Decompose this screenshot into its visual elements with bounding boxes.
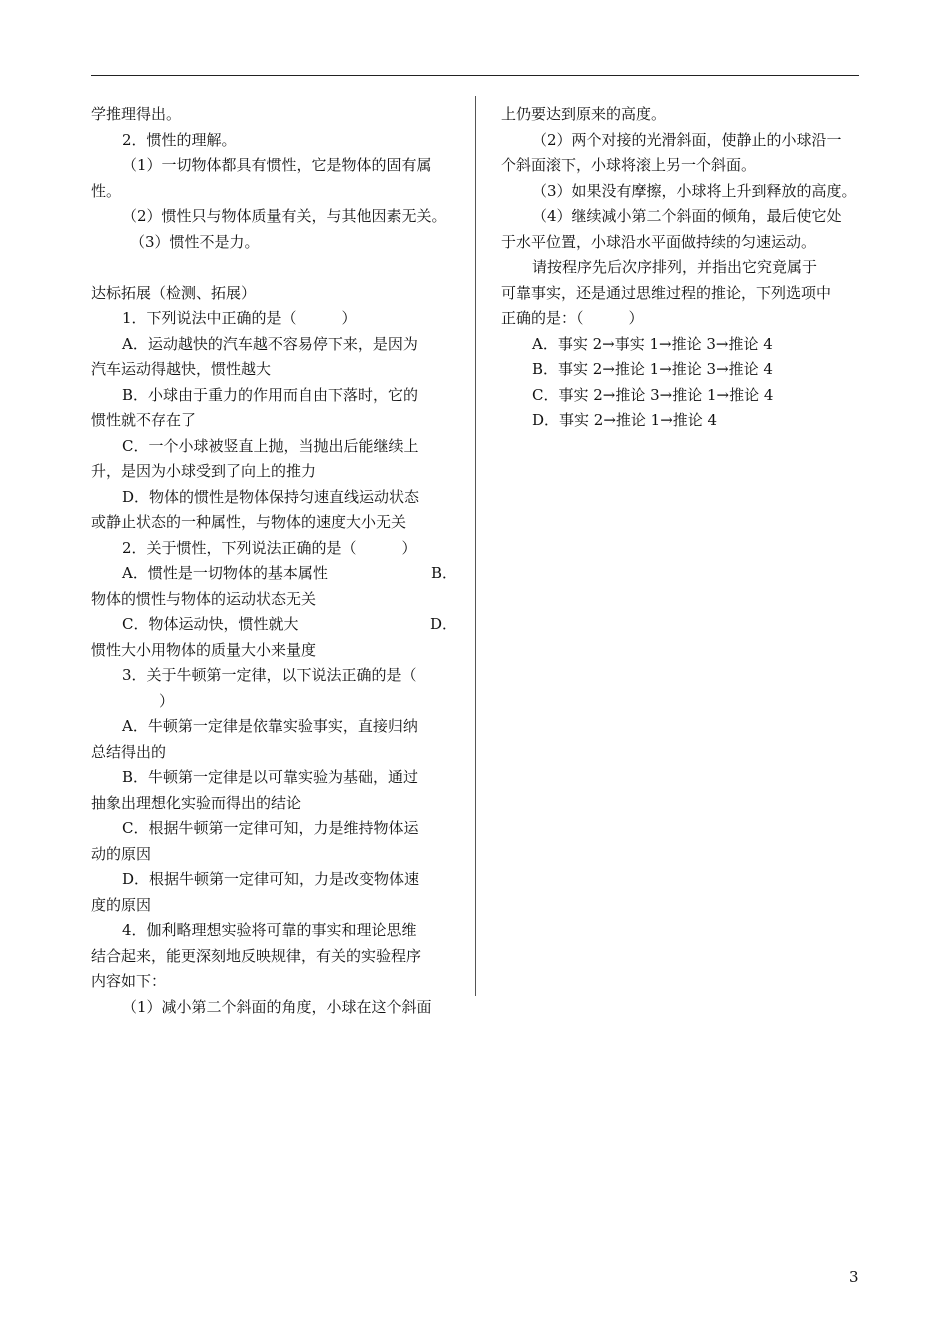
q4-item-3: （3）如果没有摩擦，小球将上升到释放的高度。 [532, 181, 857, 200]
q4-item-4-cont: 于水平位置，小球沿水平面做持续的匀速运动。 [501, 232, 817, 251]
q3-option-b-cont: 抽象出理想化实验而得出的结论 [91, 793, 302, 812]
q4-instruction-cont-1: 可靠事实，还是通过思维过程的推论，下列选项中 [501, 283, 832, 302]
q1-option-b: B．小球由于重力的作用而自由下落时，它的 [122, 385, 419, 404]
q3-stem: 3．关于牛顿第一定律，以下说法正确的是（ [122, 666, 417, 684]
q4-item-2-cont: 个斜面滚下，小球将滚上另一个斜面。 [501, 156, 757, 174]
spacer [91, 255, 457, 281]
q1-option-c: C．一个小球被竖直上抛，当抛出后能继续上 [122, 436, 419, 455]
q3-option-a-cont: 总结得出的 [91, 742, 167, 761]
q4-option-c: C．事实 2→推论 3→推论 1→推论 4 [532, 385, 774, 404]
q2-option-d: 惯性大小用物体的质量大小来量度 [91, 640, 317, 659]
q4-stem-cont-1: 结合起来，能更深刻地反映规律，有关的实验程序 [91, 946, 422, 965]
q2-option-b-label: B． [430, 564, 457, 582]
q4-option-d: D．事实 2→推论 1→推论 4 [532, 411, 718, 429]
q3-option-c: C．根据牛顿第一定律可知，力是维持物体运 [122, 819, 419, 837]
continuation-line: 学推理得出。 [91, 105, 182, 123]
q3-option-c-cont: 动的原因 [91, 844, 152, 863]
q1-option-a: A．运动越快的汽车越不容易停下来，是因为 [122, 334, 418, 353]
q1-option-b-cont: 惯性就不存在了 [91, 411, 197, 429]
q4-item-2: （2）两个对接的光滑斜面，使静止的小球沿一 [532, 130, 842, 149]
q1-option-d-cont: 或静止状态的一种属性，与物体的速度大小无关 [91, 513, 407, 531]
inertia-point-3: （3）惯性不是力。 [130, 232, 260, 251]
q4-instruction-cont-2: 正确的是：（ ） [501, 309, 644, 327]
q3-option-a: A．牛顿第一定律是依靠实验事实，直接归纳 [122, 717, 418, 735]
inertia-point-1-cont: 性。 [91, 181, 122, 200]
q2-stem: 2．关于惯性，下列说法正确的是（ ） [122, 538, 417, 557]
q2-option-c: C．物体运动快，惯性就大 [122, 615, 299, 633]
q2-options-ab [91, 561, 457, 587]
header-rule [91, 75, 859, 76]
q3-option-d-cont: 度的原因 [91, 895, 152, 914]
column-divider [475, 96, 476, 996]
q2-options-cd [91, 612, 457, 638]
page-number: 3 [849, 1268, 859, 1286]
q4-option-b: B．事实 2→推论 1→推论 3→推论 4 [532, 360, 773, 378]
q4-stem-cont-2: 内容如下： [91, 972, 167, 990]
q4-item-1-cont: 上仍要达到原来的高度。 [501, 105, 667, 123]
q2-option-b: 物体的惯性与物体的运动状态无关 [91, 589, 317, 608]
q4-instruction: 请按程序先后次序排列，并指出它究竟属于 [532, 258, 818, 276]
inertia-point-1: （1）一切物体都具有惯性，它是物体的固有属 [122, 156, 432, 174]
q4-stem: 4．伽利略理想实验将可靠的事实和理论思维 [122, 921, 417, 939]
q1-option-c-cont: 升，是因为小球受到了向上的推力 [91, 462, 317, 480]
right-column [501, 102, 859, 434]
inertia-heading: 2．惯性的理解。 [122, 130, 237, 149]
q2-option-a: A．惯性是一切物体的基本属性 [122, 564, 328, 582]
q3-stem-cont: ） [159, 691, 175, 710]
q3-option-b: B．牛顿第一定律是以可靠实验为基础，通过 [122, 768, 419, 786]
q4-item-4: （4）继续减小第二个斜面的倾角，最后使它处 [532, 207, 842, 225]
section-title: 达标拓展（检测、拓展） [91, 283, 257, 302]
q1-stem: 1．下列说法中正确的是（ ） [122, 309, 357, 327]
q4-item-1: （1）减小第二个斜面的角度，小球在这个斜面 [122, 997, 432, 1016]
left-column [91, 102, 457, 1020]
q1-option-d: D．物体的惯性是物体保持匀速直线运动状态 [122, 487, 420, 506]
q2-option-d-label: D． [429, 615, 457, 633]
inertia-point-2: （2）惯性只与物体质量有关，与其他因素无关。 [122, 207, 447, 225]
q4-option-a: A．事实 2→事实 1→推论 3→推论 4 [532, 334, 773, 353]
q3-option-d: D．根据牛顿第一定律可知，力是改变物体速 [122, 870, 420, 888]
q1-option-a-cont: 汽车运动得越快，惯性越大 [91, 360, 272, 378]
